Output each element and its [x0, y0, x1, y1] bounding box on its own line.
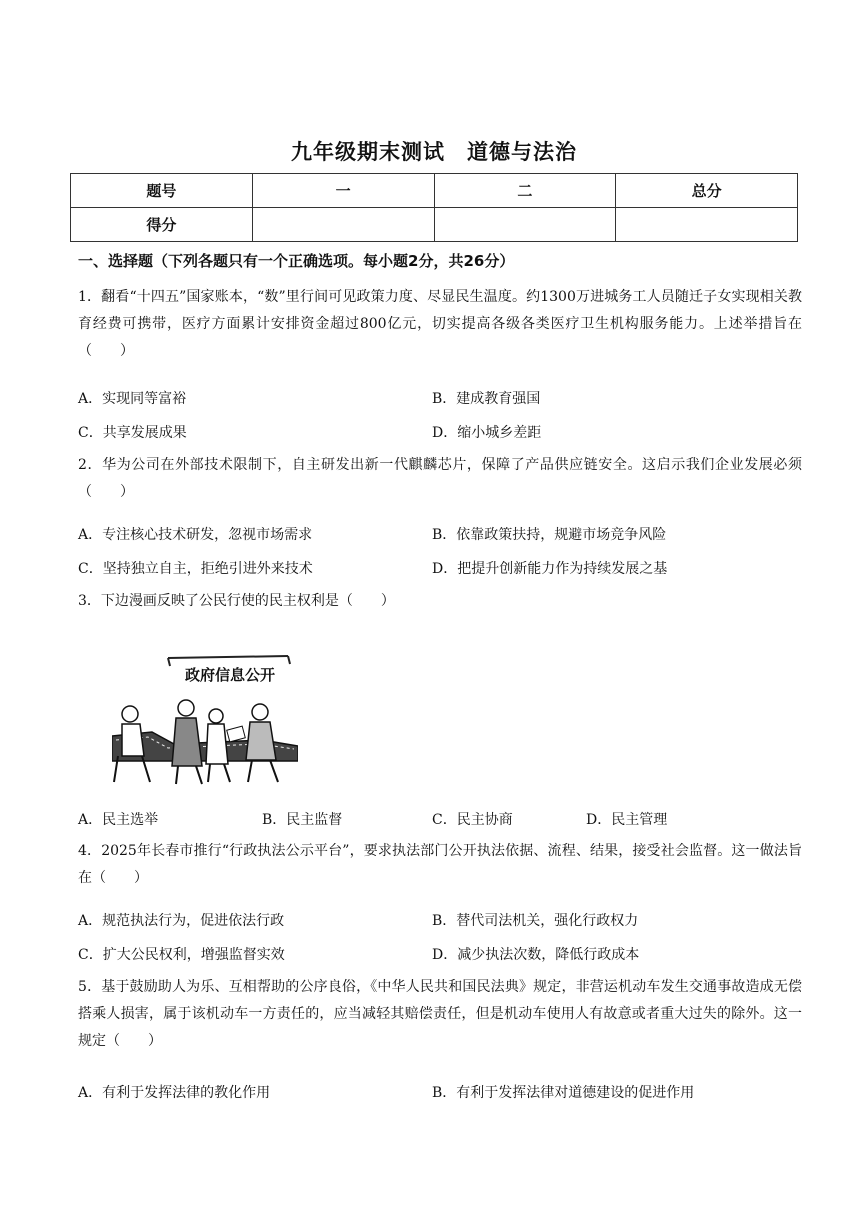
question-2-option-d: D．把提升创新能力作为持续发展之基 — [432, 561, 668, 577]
question-1-stem: 1．翻看“十四五”国家账本，“数”里行间可见政策力度、尽显民生温度。约1300万进城务工人员随迁子女实现相关教育经费可携带，医疗方面累计安排资金超过800亿元，切实提高各级各类医疗卫生机构服务能力。上述举措旨在（ ） — [78, 289, 802, 359]
section-heading: 一、选择题（下列各题只有一个正确选项。每小题2分，共26分） — [78, 252, 515, 270]
question-2-option-b: B．依靠政策扶持，规避市场竞争风险 — [432, 527, 667, 543]
comic-caption: 政府信息公开 — [184, 666, 276, 684]
question-4-option-a: A．规范执法行为，促进依法行政 — [78, 913, 285, 929]
question-4-option-d: D．减少执法次数，降低行政成本 — [432, 947, 640, 963]
score-cell-part1: 一 — [252, 174, 434, 208]
question-1-option-b: B．建成教育强国 — [432, 391, 541, 407]
score-table-header-row — [71, 174, 798, 208]
score-entry-part1 — [252, 208, 434, 242]
score-cell-label: 题号 — [71, 174, 253, 208]
question-2-option-c: C．坚持独立自主，拒绝引进外来技术 — [78, 561, 313, 577]
question-3-option-c: C．民主协商 — [432, 812, 513, 828]
question-1-option-a: A．实现同等富裕 — [78, 391, 187, 407]
question-4-option-c: C．扩大公民权利，增强监督实效 — [78, 947, 285, 963]
score-entry-part2 — [434, 208, 616, 242]
question-5-stem: 5．基于鼓励助人为乐、互相帮助的公序良俗，《中华人民共和国民法典》规定，非营运机动车发生交通事故造成无偿搭乘人损害，属于该机动车一方责任的，应当减轻其赔偿责任，但是机动车使用人有故意或者重大过失的除外。这一规定（ ） — [78, 979, 802, 1049]
question-3-option-a: A．民主选举 — [78, 812, 159, 828]
score-table-score-row — [71, 208, 798, 242]
page-title: 九年级期末测试 道德与法治 — [291, 140, 577, 164]
question-2-stem: 2．华为公司在外部技术限制下，自主研发出新一代麒麟芯片，保障了产品供应链安全。这启示我们企业发展必须（ ） — [78, 457, 802, 500]
question-3-option-d: D．民主管理 — [586, 812, 668, 828]
question-5-option-b: B．有利于发挥法律对道德建设的促进作用 — [432, 1085, 695, 1101]
score-row-label: 得分 — [71, 208, 253, 242]
question-4-stem: 4．2025年长春市推行“行政执法公示平台”，要求执法部门公开执法依据、流程、结果，接受社会监督。这一做法旨在（ ） — [78, 843, 802, 886]
score-table — [70, 173, 798, 242]
question-4-option-b: B．替代司法机关，强化行政权力 — [432, 913, 639, 929]
score-entry-total — [616, 208, 798, 242]
score-cell-part2: 二 — [434, 174, 616, 208]
question-2-option-a: A．专注核心技术研发，忽视市场需求 — [78, 527, 313, 543]
question-3-option-b: B．民主监督 — [262, 812, 343, 828]
question-3-stem: 3．下边漫画反映了公民行使的民主权利是（ ） — [78, 593, 395, 609]
comic-image — [112, 636, 298, 786]
question-5-option-a: A．有利于发挥法律的教化作用 — [78, 1085, 271, 1101]
question-1-option-d: D．缩小城乡差距 — [432, 425, 542, 441]
question-1-option-c: C．共享发展成果 — [78, 425, 187, 441]
score-cell-total: 总分 — [616, 174, 798, 208]
